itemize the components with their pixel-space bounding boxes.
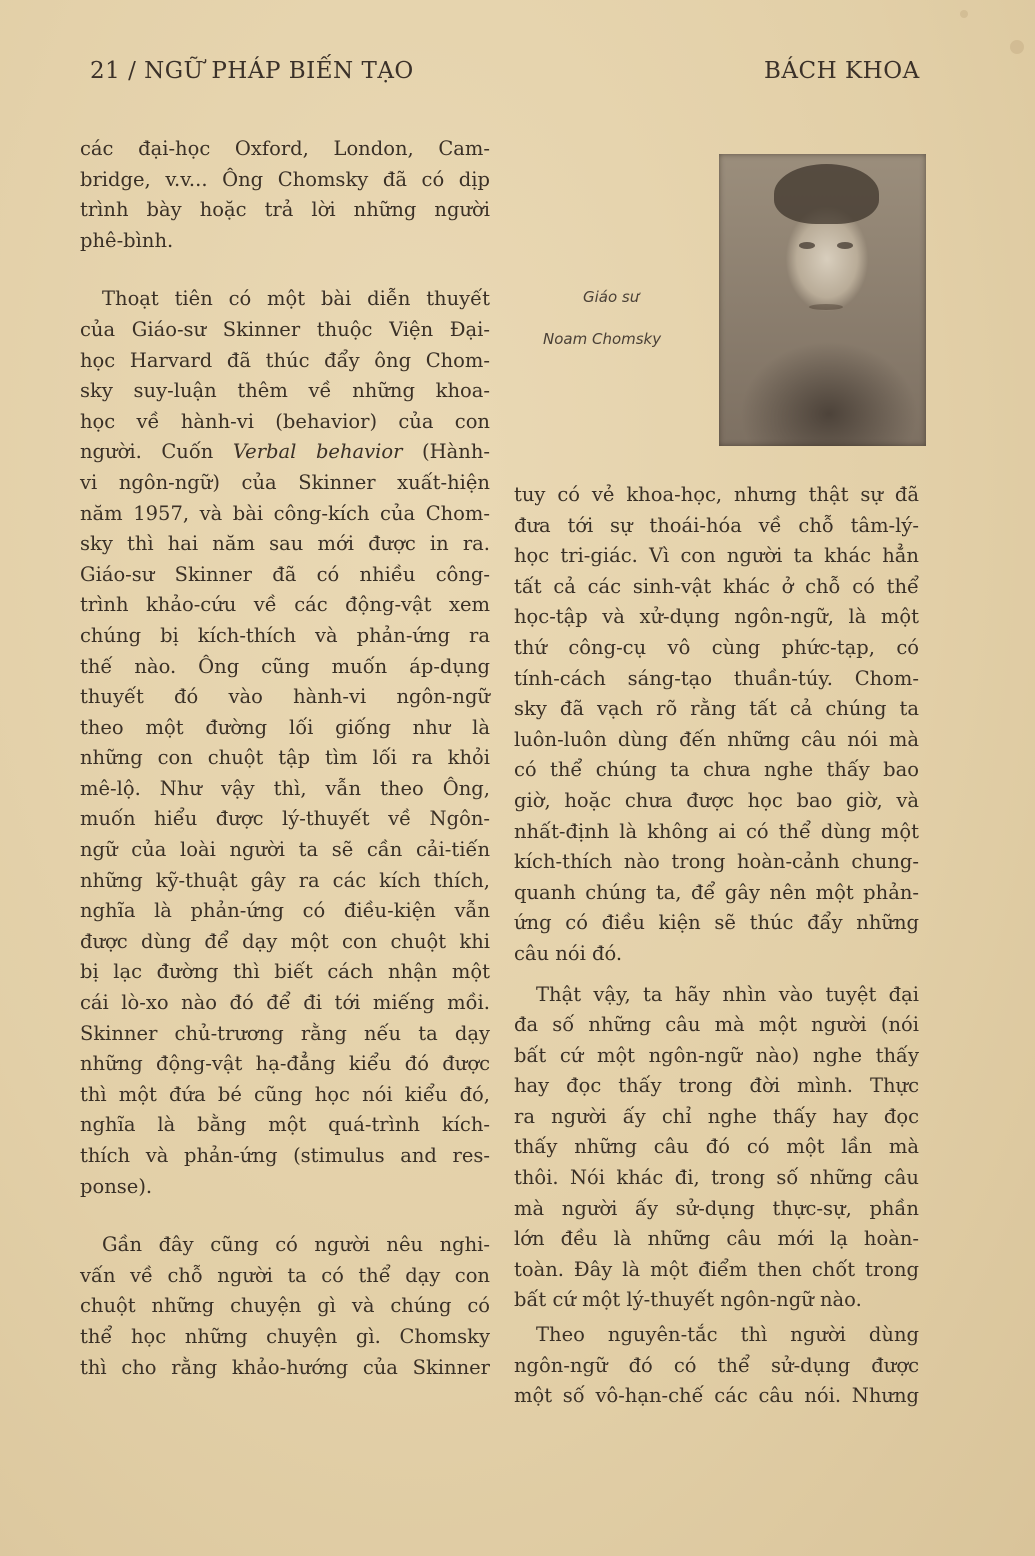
text-line: nghĩa là bằng một quá-trình kích- — [80, 1113, 490, 1137]
text-line: sky suy-luận thêm về những khoa- — [80, 379, 490, 403]
text-line: trình bày hoặc trả lời những người — [80, 198, 490, 222]
text-line: lớn đều là những câu mới lạ hoàn- — [514, 1227, 919, 1251]
text-line: chuột những chuyện gì và chúng có — [80, 1294, 490, 1318]
paper-stain — [1010, 40, 1024, 54]
text-line: học tri-giác. Vì con người ta khác hẳn — [514, 544, 919, 568]
text-line: thôi. Nói khác đi, trong số những câu — [514, 1166, 919, 1190]
page-header-title: 21 / NGỮ PHÁP BIẾN TẠO — [90, 58, 414, 84]
book-title: Verbal behavior — [232, 440, 403, 464]
text-line: ngôn-ngữ đó có thể sử-dụng được — [514, 1353, 919, 1377]
text-line: bridge, v.v... Ông Chomsky đã có dịp — [80, 167, 490, 191]
text-line: Giáo-sư Skinner đã có nhiều công- — [80, 562, 490, 586]
magazine-name: BÁCH KHOA — [764, 58, 920, 84]
text-line: Thoạt tiên có một bài diễn thuyết — [102, 287, 490, 311]
text-line: nghĩa là phản-ứng có điều-kiện vẫn — [80, 899, 490, 923]
portrait-photo — [719, 154, 926, 446]
text-line: ứng có điều kiện sẽ thúc đẩy những — [514, 911, 919, 935]
text-line: đưa tới sự thoái-hóa về chỗ tâm-lý- — [514, 513, 919, 537]
text-line: bất cứ một lý-thuyết ngôn-ngữ nào. — [514, 1288, 862, 1312]
text-line: muốn hiểu được lý-thuyết về Ngôn- — [80, 807, 490, 831]
text-line: giờ, hoặc chưa được học bao giờ, và — [514, 788, 919, 812]
text-line: đa số những câu mà một người (nói — [514, 1013, 919, 1037]
text-line: các đại-học Oxford, London, Cam- — [80, 137, 490, 160]
left-column — [80, 134, 490, 1383]
text-line: mê-lộ. Như vậy thì, vẫn theo Ông, — [80, 776, 490, 800]
text-line: bị lạc đường thì biết cách nhận một — [80, 960, 490, 984]
text-line: tất cả các sinh-vật khác ở chỗ có thể — [514, 574, 919, 598]
text-line: thì một đứa bé cũng học nói kiểu đó, — [80, 1082, 490, 1106]
text-line: tính-cách sáng-tạo thuần-túy. Chom- — [514, 666, 919, 690]
text-line: ngữ của loài người ta sẽ cần cải-tiến — [80, 838, 490, 862]
text-line: học-tập và xử-dụng ngôn-ngữ, là một — [514, 605, 919, 629]
text-line: người. Cuốn Verbal behavior (Hành- — [80, 440, 490, 464]
text-line: cái lò-xo nào đó để đi tới miếng mồi. — [80, 991, 490, 1015]
photo-caption-name: Noam Chomsky — [543, 330, 662, 348]
text-line: vi ngôn-ngữ) của Skinner xuất-hiện — [80, 470, 490, 494]
text-line: những động-vật hạ-đẳng kiểu đó được — [80, 1052, 490, 1076]
text-line: bất cứ một ngôn-ngữ nào) nghe thấy — [514, 1043, 919, 1067]
text-line: vấn về chỗ người ta có thể dạy con — [80, 1263, 490, 1287]
text-line: thế nào. Ông cũng muốn áp-dụng — [80, 654, 490, 678]
text-line: nhất-định là không ai có thể dùng một — [514, 819, 919, 843]
text-line: thì cho rằng khảo-hướng của Skinner — [80, 1355, 490, 1379]
text-line: thấy những câu đó có một lần mà — [514, 1135, 919, 1159]
text-line: học Harvard đã thúc đẩy ông Chom- — [80, 348, 490, 372]
text-line: một số vô-hạn-chế các câu nói. Nhưng — [514, 1384, 919, 1408]
paper-stain — [960, 10, 968, 18]
text-line: trình khảo-cứu về các động-vật xem — [80, 593, 490, 617]
text-line: mà người ấy sử-dụng thực-sự, phần — [514, 1196, 919, 1220]
text-line: năm 1957, và bài công-kích của Chom- — [80, 501, 490, 525]
text-line: có thể chúng ta chưa nghe thấy bao — [514, 758, 919, 782]
text-line: sky đã vạch rõ rằng tất cả chúng ta — [514, 697, 919, 721]
text-line: học về hành-vi (behavior) của con — [80, 409, 490, 433]
text-line: toàn. Đây là một điểm then chốt trong — [514, 1257, 919, 1281]
text-line: chúng bị kích-thích và phản-ứng ra — [80, 623, 490, 647]
text-line: kích-thích nào trong hoàn-cảnh chung- — [514, 850, 919, 874]
text-line: Thật vậy, ta hãy nhìn vào tuyệt đại — [536, 982, 919, 1006]
text-line: ponse). — [80, 1174, 153, 1198]
text-line: Skinner chủ-trương rằng nếu ta dạy — [80, 1021, 490, 1045]
text-line: thứ công-cụ vô cùng phức-tạp, có — [514, 635, 919, 659]
photo-caption-title: Giáo sư — [583, 288, 640, 306]
text-line: thể học những chuyện gì. Chomsky — [80, 1324, 490, 1348]
text-line: hay đọc thấy trong đời mình. Thực — [514, 1074, 919, 1098]
text-line: ra người ấy chỉ nghe thấy hay đọc — [514, 1104, 919, 1128]
right-column — [514, 480, 919, 1412]
text-line: luôn-luôn dùng đến những câu nói mà — [514, 727, 919, 751]
text-line: sky thì hai năm sau mới được in ra. — [80, 532, 490, 556]
text-line: của Giáo-sư Skinner thuộc Viện Đại- — [80, 317, 490, 341]
text-line: được dùng để dạy một con chuột khi — [80, 929, 490, 953]
text-line: thuyết đó vào hành-vi ngôn-ngữ — [80, 685, 490, 709]
text-line: theo một đường lối giống như là — [80, 715, 490, 739]
text-line: thích và phản-ứng (stimulus and res- — [80, 1144, 490, 1167]
text-line: phê-bình. — [80, 228, 174, 252]
text-line: quanh chúng ta, để gây nên một phản- — [514, 880, 919, 904]
text-line: những con chuột tập tìm lối ra khỏi — [80, 746, 490, 770]
text-line: tuy có vẻ khoa-học, nhưng thật sự đã — [514, 483, 919, 506]
text-line: Gần đây cũng có người nêu nghi- — [102, 1233, 490, 1257]
text-line: những kỹ-thuật gây ra các kích thích, — [80, 868, 490, 892]
text-line: Theo nguyên-tắc thì người dùng — [536, 1323, 919, 1347]
text-line: câu nói đó. — [514, 941, 623, 965]
